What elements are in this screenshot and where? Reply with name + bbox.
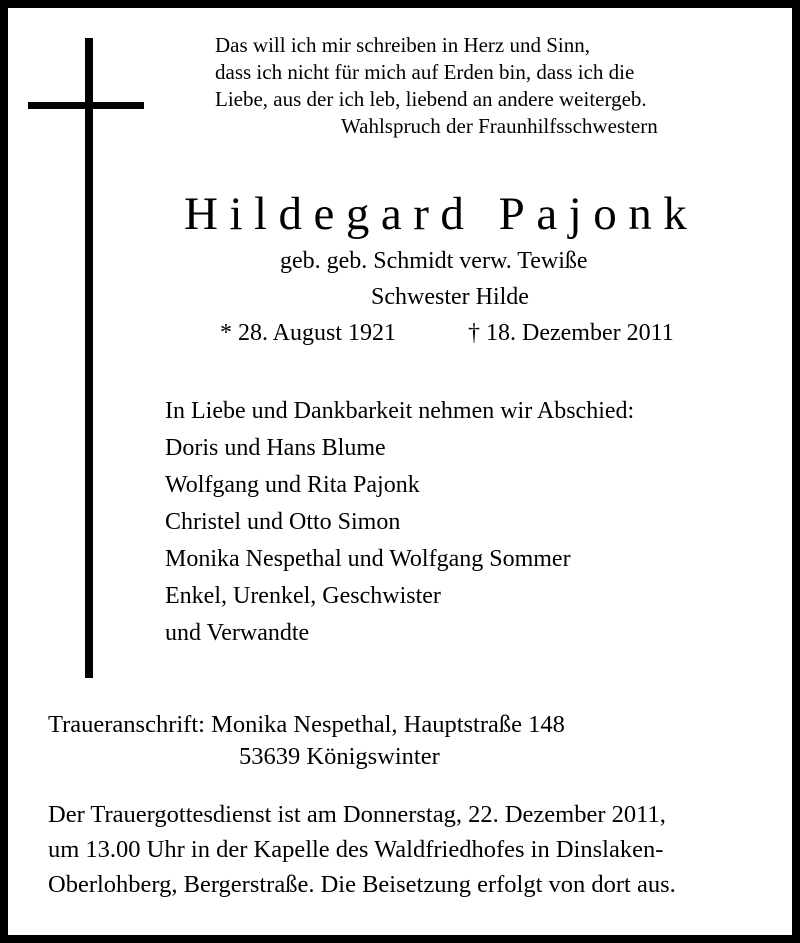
service-info-line: um 13.00 Uhr in der Kapelle des Waldfriedhofes in Dinslaken- — [48, 836, 664, 863]
mourners-intro: In Liebe und Dankbarkeit nehmen wir Abschied: — [165, 398, 635, 424]
motto-line: Das will ich mir schreiben in Herz und Sinn, — [215, 33, 591, 57]
mourning-address: Traueranschrift: Monika Nespethal, Hauptstraße 148 — [48, 711, 565, 738]
mourner-name: und Verwandte — [165, 620, 310, 646]
deceased-name: Hildegard Pajonk — [184, 188, 699, 240]
motto-line: Liebe, aus der ich leb, liebend an andere weitergeb. — [215, 87, 647, 111]
death-date: † 18. Dezember 2011 — [468, 320, 674, 346]
mourner-name: Doris und Hans Blume — [165, 435, 386, 461]
religious-name: Schwester Hilde — [371, 284, 529, 310]
birth-date: * 28. August 1921 — [220, 320, 397, 346]
cross-icon-bar — [28, 102, 144, 109]
mourner-name: Monika Nespethal und Wolfgang Sommer — [165, 546, 571, 572]
motto-line: dass ich nicht für mich auf Erden bin, dass ich die — [215, 60, 635, 84]
mourner-name: Wolfgang und Rita Pajonk — [165, 472, 420, 498]
service-info-line: Der Trauergottesdienst ist am Donnerstag, 22. Dezember 2011, — [48, 801, 666, 828]
mourner-name: Christel und Otto Simon — [165, 509, 401, 535]
maiden-name: geb. geb. Schmidt verw. Tewiße — [280, 248, 588, 274]
mourning-address-city: 53639 Königswinter — [239, 743, 440, 770]
mourner-name: Enkel, Urenkel, Geschwister — [165, 583, 441, 609]
cross-icon — [85, 38, 93, 678]
motto-attribution: Wahlspruch der Fraunhilfsschwestern — [341, 114, 658, 138]
service-info-line: Oberlohberg, Bergerstraße. Die Beisetzung erfolgt von dort aus. — [48, 871, 676, 898]
